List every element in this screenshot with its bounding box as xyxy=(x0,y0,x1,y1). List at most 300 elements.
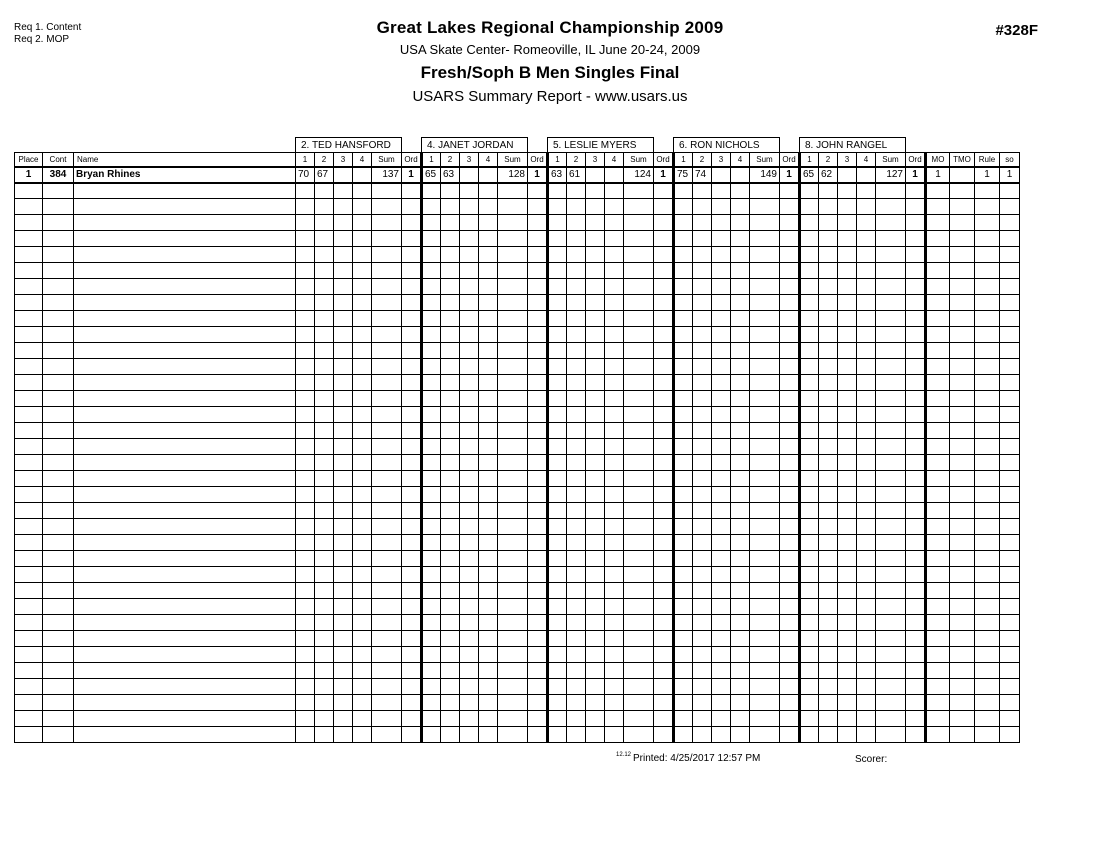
empty-cell xyxy=(498,423,528,439)
empty-cell xyxy=(674,647,693,663)
empty-cell xyxy=(605,279,624,295)
empty-cell xyxy=(838,535,857,551)
empty-cell xyxy=(528,567,548,583)
empty-cell xyxy=(74,311,296,327)
empty-cell xyxy=(975,359,1000,375)
empty-cell xyxy=(372,599,402,615)
empty-cell xyxy=(693,519,712,535)
empty-cell xyxy=(460,551,479,567)
empty-cell xyxy=(674,519,693,535)
empty-cell xyxy=(567,455,586,471)
empty-cell xyxy=(857,407,876,423)
empty-cell xyxy=(567,695,586,711)
empty-cell xyxy=(296,343,315,359)
empty-cell xyxy=(15,487,43,503)
empty-cell xyxy=(353,359,372,375)
empty-cell xyxy=(800,503,819,519)
empty-cell xyxy=(800,487,819,503)
empty-row xyxy=(15,631,1020,647)
col-header: 3 xyxy=(838,153,857,167)
empty-cell xyxy=(296,727,315,743)
empty-cell xyxy=(780,615,800,631)
empty-cell xyxy=(819,487,838,503)
empty-cell xyxy=(674,679,693,695)
empty-cell xyxy=(74,455,296,471)
empty-cell xyxy=(402,439,422,455)
empty-cell xyxy=(1000,487,1020,503)
empty-cell xyxy=(353,487,372,503)
empty-cell xyxy=(731,663,750,679)
empty-cell xyxy=(654,647,674,663)
empty-cell xyxy=(731,279,750,295)
empty-cell xyxy=(674,295,693,311)
empty-cell xyxy=(819,455,838,471)
col-header: 3 xyxy=(586,153,605,167)
empty-cell xyxy=(800,295,819,311)
col-header: Sum xyxy=(750,153,780,167)
mark-cell: 74 xyxy=(693,167,712,183)
empty-cell xyxy=(876,327,906,343)
empty-cell xyxy=(819,471,838,487)
empty-cell xyxy=(950,455,975,471)
empty-cell xyxy=(800,231,819,247)
empty-cell xyxy=(296,535,315,551)
empty-cell xyxy=(819,599,838,615)
empty-cell xyxy=(731,535,750,551)
empty-cell xyxy=(975,503,1000,519)
empty-cell xyxy=(296,279,315,295)
empty-cell xyxy=(422,567,441,583)
empty-cell xyxy=(624,455,654,471)
empty-cell xyxy=(605,567,624,583)
empty-cell xyxy=(750,359,780,375)
empty-cell xyxy=(654,695,674,711)
empty-cell xyxy=(43,375,74,391)
empty-cell xyxy=(605,455,624,471)
empty-cell xyxy=(712,375,731,391)
empty-cell xyxy=(624,567,654,583)
empty-cell xyxy=(1000,407,1020,423)
col-header: 3 xyxy=(712,153,731,167)
empty-cell xyxy=(548,423,567,439)
empty-cell xyxy=(548,263,567,279)
empty-cell xyxy=(1000,231,1020,247)
empty-cell xyxy=(674,343,693,359)
empty-cell xyxy=(624,215,654,231)
empty-cell xyxy=(528,391,548,407)
empty-cell xyxy=(586,263,605,279)
empty-cell xyxy=(315,583,334,599)
empty-row xyxy=(15,407,1020,423)
empty-cell xyxy=(422,327,441,343)
empty-cell xyxy=(334,311,353,327)
empty-cell xyxy=(605,535,624,551)
empty-row xyxy=(15,423,1020,439)
empty-cell xyxy=(74,263,296,279)
empty-cell xyxy=(460,375,479,391)
empty-cell xyxy=(654,327,674,343)
empty-cell xyxy=(838,551,857,567)
empty-cell xyxy=(975,391,1000,407)
empty-cell xyxy=(460,343,479,359)
empty-cell xyxy=(926,631,950,647)
empty-cell xyxy=(372,327,402,343)
empty-cell xyxy=(750,727,780,743)
empty-cell xyxy=(926,727,950,743)
empty-cell xyxy=(74,423,296,439)
col-header: 1 xyxy=(422,153,441,167)
empty-cell xyxy=(712,359,731,375)
empty-cell xyxy=(479,679,498,695)
empty-cell xyxy=(624,279,654,295)
empty-cell xyxy=(857,647,876,663)
empty-cell xyxy=(460,183,479,199)
empty-cell xyxy=(315,247,334,263)
empty-cell xyxy=(780,695,800,711)
empty-cell xyxy=(74,663,296,679)
empty-cell xyxy=(712,199,731,215)
empty-cell xyxy=(975,295,1000,311)
empty-row xyxy=(15,503,1020,519)
empty-cell xyxy=(819,503,838,519)
empty-cell xyxy=(15,183,43,199)
empty-cell xyxy=(950,471,975,487)
empty-cell xyxy=(693,231,712,247)
empty-cell xyxy=(780,199,800,215)
empty-cell xyxy=(693,215,712,231)
empty-cell xyxy=(479,695,498,711)
empty-cell xyxy=(15,583,43,599)
empty-cell xyxy=(950,423,975,439)
empty-cell xyxy=(780,583,800,599)
empty-cell xyxy=(605,695,624,711)
empty-cell xyxy=(857,567,876,583)
empty-cell xyxy=(422,519,441,535)
empty-cell xyxy=(74,199,296,215)
empty-cell xyxy=(315,311,334,327)
empty-cell xyxy=(334,567,353,583)
empty-cell xyxy=(654,199,674,215)
empty-cell xyxy=(838,631,857,647)
empty-cell xyxy=(1000,327,1020,343)
empty-cell xyxy=(74,343,296,359)
empty-cell xyxy=(43,599,74,615)
empty-cell xyxy=(857,583,876,599)
empty-row xyxy=(15,327,1020,343)
empty-cell xyxy=(750,263,780,279)
empty-cell xyxy=(654,567,674,583)
empty-cell xyxy=(402,727,422,743)
empty-cell xyxy=(975,631,1000,647)
empty-cell xyxy=(674,455,693,471)
empty-cell xyxy=(819,615,838,631)
empty-cell xyxy=(906,455,926,471)
empty-cell xyxy=(926,407,950,423)
col-header: 4 xyxy=(731,153,750,167)
empty-cell xyxy=(586,695,605,711)
empty-cell xyxy=(567,215,586,231)
empty-cell xyxy=(567,679,586,695)
empty-cell xyxy=(838,359,857,375)
empty-cell xyxy=(819,343,838,359)
empty-cell xyxy=(838,279,857,295)
empty-cell xyxy=(876,727,906,743)
empty-cell xyxy=(296,695,315,711)
empty-cell xyxy=(460,711,479,727)
empty-cell xyxy=(586,711,605,727)
empty-cell xyxy=(780,471,800,487)
empty-cell xyxy=(548,535,567,551)
empty-cell xyxy=(712,439,731,455)
empty-cell xyxy=(1000,215,1020,231)
empty-cell xyxy=(780,631,800,647)
empty-cell xyxy=(296,215,315,231)
empty-cell xyxy=(605,711,624,727)
empty-cell xyxy=(975,535,1000,551)
empty-cell xyxy=(800,423,819,439)
empty-cell xyxy=(950,375,975,391)
empty-cell xyxy=(441,567,460,583)
empty-cell xyxy=(693,439,712,455)
empty-cell xyxy=(548,695,567,711)
empty-cell xyxy=(819,583,838,599)
col-header: MO xyxy=(926,153,950,167)
empty-cell xyxy=(1000,519,1020,535)
empty-cell xyxy=(315,199,334,215)
empty-cell xyxy=(819,199,838,215)
empty-cell xyxy=(654,375,674,391)
empty-cell xyxy=(353,695,372,711)
empty-cell xyxy=(479,343,498,359)
empty-cell xyxy=(43,679,74,695)
empty-cell xyxy=(296,471,315,487)
empty-cell xyxy=(819,359,838,375)
empty-cell xyxy=(334,423,353,439)
empty-cell xyxy=(674,263,693,279)
empty-cell xyxy=(950,599,975,615)
empty-cell xyxy=(975,215,1000,231)
empty-cell xyxy=(498,391,528,407)
empty-cell xyxy=(654,407,674,423)
empty-cell xyxy=(906,407,926,423)
empty-cell xyxy=(528,503,548,519)
empty-cell xyxy=(498,535,528,551)
empty-cell xyxy=(586,279,605,295)
empty-cell xyxy=(402,647,422,663)
empty-cell xyxy=(674,327,693,343)
empty-cell xyxy=(548,343,567,359)
empty-cell xyxy=(315,423,334,439)
empty-cell xyxy=(586,615,605,631)
empty-cell xyxy=(567,535,586,551)
empty-cell xyxy=(838,423,857,439)
empty-cell xyxy=(906,215,926,231)
empty-cell xyxy=(876,631,906,647)
empty-cell xyxy=(838,455,857,471)
empty-cell xyxy=(315,455,334,471)
judge-row-ord-gap xyxy=(402,138,422,153)
empty-cell xyxy=(479,551,498,567)
empty-cell xyxy=(334,551,353,567)
empty-cell xyxy=(800,359,819,375)
empty-cell xyxy=(950,663,975,679)
empty-cell xyxy=(296,231,315,247)
empty-cell xyxy=(906,727,926,743)
mark-cell: 63 xyxy=(441,167,460,183)
empty-cell xyxy=(838,487,857,503)
empty-cell xyxy=(15,535,43,551)
empty-cell xyxy=(479,631,498,647)
empty-cell xyxy=(353,535,372,551)
empty-cell xyxy=(353,711,372,727)
empty-cell xyxy=(731,695,750,711)
empty-cell xyxy=(857,279,876,295)
empty-cell xyxy=(402,391,422,407)
empty-cell xyxy=(422,631,441,647)
venue-subtitle: USA Skate Center- Romeoville, IL June 20-24, 2009 xyxy=(399,42,701,57)
empty-cell xyxy=(654,391,674,407)
empty-cell xyxy=(712,727,731,743)
empty-cell xyxy=(876,407,906,423)
col-header: 3 xyxy=(460,153,479,167)
empty-cell xyxy=(624,599,654,615)
empty-cell xyxy=(857,615,876,631)
empty-cell xyxy=(460,503,479,519)
empty-cell xyxy=(693,199,712,215)
empty-cell xyxy=(712,247,731,263)
empty-cell xyxy=(693,391,712,407)
empty-cell xyxy=(819,695,838,711)
empty-cell xyxy=(296,375,315,391)
empty-cell xyxy=(334,263,353,279)
mark-cell xyxy=(353,167,372,183)
empty-cell xyxy=(548,199,567,215)
empty-cell xyxy=(479,455,498,471)
empty-cell xyxy=(693,247,712,263)
empty-cell xyxy=(372,679,402,695)
empty-cell xyxy=(876,599,906,615)
empty-cell xyxy=(353,503,372,519)
empty-cell xyxy=(43,567,74,583)
empty-cell xyxy=(605,311,624,327)
empty-cell xyxy=(548,583,567,599)
empty-cell xyxy=(460,327,479,343)
empty-cell xyxy=(296,679,315,695)
empty-cell xyxy=(334,631,353,647)
empty-cell xyxy=(624,199,654,215)
empty-cell xyxy=(800,247,819,263)
empty-cell xyxy=(74,247,296,263)
empty-cell xyxy=(624,679,654,695)
empty-cell xyxy=(15,247,43,263)
empty-cell xyxy=(1000,199,1020,215)
empty-cell xyxy=(372,279,402,295)
empty-cell xyxy=(315,279,334,295)
empty-cell xyxy=(498,615,528,631)
empty-cell xyxy=(43,631,74,647)
empty-cell xyxy=(906,359,926,375)
empty-cell xyxy=(441,327,460,343)
empty-cell xyxy=(334,663,353,679)
empty-cell xyxy=(654,519,674,535)
empty-cell xyxy=(654,439,674,455)
mo-cell: 1 xyxy=(926,167,950,183)
empty-cell xyxy=(950,231,975,247)
empty-cell xyxy=(780,535,800,551)
empty-cell xyxy=(479,391,498,407)
empty-cell xyxy=(674,487,693,503)
empty-cell xyxy=(460,311,479,327)
mark-cell xyxy=(586,167,605,183)
empty-cell xyxy=(906,567,926,583)
empty-cell xyxy=(876,647,906,663)
empty-cell xyxy=(624,247,654,263)
empty-cell xyxy=(800,535,819,551)
empty-cell xyxy=(296,423,315,439)
empty-cell xyxy=(15,663,43,679)
empty-cell xyxy=(1000,615,1020,631)
empty-cell xyxy=(876,663,906,679)
empty-cell xyxy=(780,519,800,535)
empty-row xyxy=(15,487,1020,503)
empty-cell xyxy=(372,519,402,535)
empty-cell xyxy=(950,615,975,631)
empty-cell xyxy=(548,631,567,647)
empty-cell xyxy=(567,583,586,599)
empty-cell xyxy=(315,551,334,567)
empty-cell xyxy=(479,599,498,615)
empty-cell xyxy=(422,695,441,711)
empty-cell xyxy=(906,247,926,263)
mark-cell xyxy=(334,167,353,183)
empty-row xyxy=(15,311,1020,327)
empty-cell xyxy=(780,359,800,375)
empty-cell xyxy=(422,503,441,519)
empty-cell xyxy=(712,231,731,247)
empty-cell xyxy=(1000,183,1020,199)
empty-cell xyxy=(926,423,950,439)
empty-cell xyxy=(315,343,334,359)
empty-cell xyxy=(906,423,926,439)
empty-cell xyxy=(460,567,479,583)
empty-cell xyxy=(372,471,402,487)
empty-cell xyxy=(74,231,296,247)
empty-cell xyxy=(548,311,567,327)
empty-cell xyxy=(926,279,950,295)
empty-cell xyxy=(1000,375,1020,391)
empty-cell xyxy=(624,631,654,647)
empty-cell xyxy=(460,263,479,279)
empty-cell xyxy=(838,199,857,215)
empty-cell xyxy=(926,679,950,695)
empty-cell xyxy=(528,311,548,327)
summary-score-table xyxy=(14,137,1020,743)
empty-cell xyxy=(838,503,857,519)
empty-cell xyxy=(498,663,528,679)
empty-cell xyxy=(838,247,857,263)
empty-cell xyxy=(296,247,315,263)
empty-cell xyxy=(926,359,950,375)
empty-cell xyxy=(975,327,1000,343)
empty-cell xyxy=(334,503,353,519)
empty-cell xyxy=(567,231,586,247)
empty-cell xyxy=(693,183,712,199)
empty-cell xyxy=(441,343,460,359)
empty-row xyxy=(15,711,1020,727)
empty-cell xyxy=(975,343,1000,359)
empty-cell xyxy=(334,199,353,215)
empty-cell xyxy=(315,615,334,631)
